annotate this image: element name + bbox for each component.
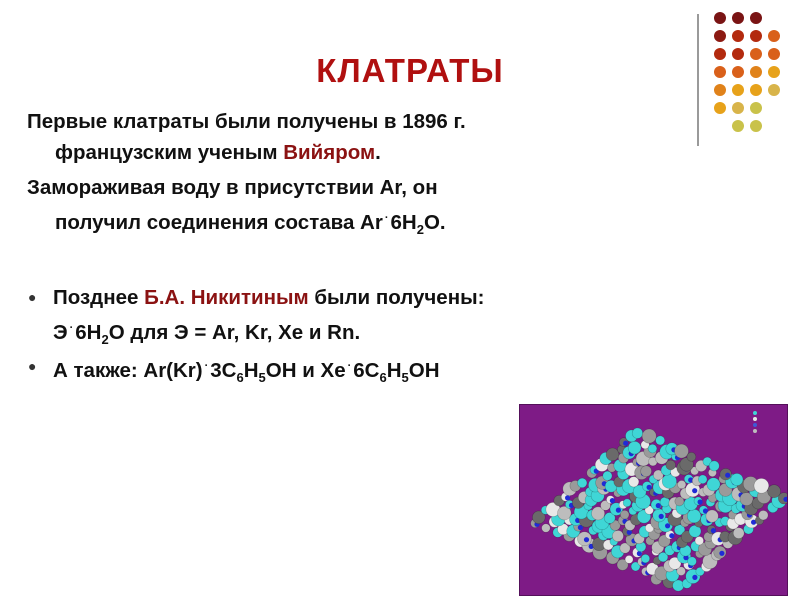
atom-sphere <box>698 475 707 484</box>
slide-title: КЛАТРАТЫ <box>316 52 504 89</box>
text-fragment: . <box>375 141 381 164</box>
paragraph-experiment-line2 <box>27 203 667 245</box>
atom-sphere <box>695 536 704 545</box>
scientist-name-villard: Вийяром <box>283 141 376 164</box>
subscript: 6 <box>236 369 244 385</box>
text-fragment: 3C <box>210 358 237 382</box>
middle-dot: · <box>204 360 209 372</box>
middle-dot: · <box>69 322 74 334</box>
atom-sphere <box>709 461 719 471</box>
atom-sphere <box>678 480 686 488</box>
atom-sphere <box>687 452 696 461</box>
guest-atom <box>610 498 615 503</box>
guest-atom <box>665 523 670 528</box>
atom-sphere <box>625 555 633 563</box>
atom-sphere <box>648 444 657 453</box>
guest-atom <box>647 485 652 490</box>
atom-sphere <box>675 444 689 458</box>
atom-sphere <box>577 478 587 488</box>
atom-sphere <box>612 530 623 541</box>
atom-sphere <box>542 524 551 533</box>
guest-atom <box>565 495 570 500</box>
atom-sphere <box>687 509 701 523</box>
bullet-phenol-text <box>28 351 668 393</box>
subscript: 5 <box>258 369 266 385</box>
atom-sphere <box>731 473 743 485</box>
middle-dot: · <box>347 360 352 372</box>
molecule-drawing <box>520 405 787 595</box>
paragraph-experiment <box>27 172 667 245</box>
text-fragment: OH и Xe <box>265 358 346 382</box>
text-fragment: OH <box>408 358 440 382</box>
text-fragment: получил соединения состава Ar <box>55 210 383 234</box>
guest-atom <box>669 533 674 538</box>
guest-atom <box>692 575 697 580</box>
paragraph-experiment-line1: Замораживая воду в присутствии Ar, он <box>27 176 438 199</box>
bullet-nikitin <box>28 282 668 355</box>
paragraph-history-line2 <box>27 137 667 168</box>
subscript: 5 <box>401 369 409 385</box>
legend-marker <box>753 411 757 415</box>
text-fragment: H <box>386 358 402 382</box>
paragraph-history-line1: Первые клатраты были получены в 1896 г. <box>27 110 466 133</box>
guest-atom <box>719 551 724 556</box>
text-fragment: 6C <box>353 358 380 382</box>
legend-marker <box>753 429 757 433</box>
clathrate-molecular-model-image <box>519 404 788 596</box>
atom-sphere <box>620 510 629 519</box>
atom-sphere <box>666 460 676 470</box>
atom-sphere <box>754 478 769 493</box>
bullet-phenol <box>28 351 668 393</box>
guest-atom <box>616 508 621 513</box>
atom-sphere <box>733 528 744 539</box>
subscript: 2 <box>101 331 109 347</box>
text-fragment: O. <box>423 210 446 234</box>
atom-sphere <box>632 428 643 439</box>
atom-sphere <box>673 580 684 591</box>
subscript: 2 <box>416 221 424 237</box>
bullet-marker: ● <box>28 289 37 305</box>
guest-atom <box>711 528 716 533</box>
text-fragment: Позднее <box>53 286 145 309</box>
legend-marker <box>753 417 757 421</box>
text-fragment: были получены: <box>308 286 485 309</box>
atom-sphere <box>628 441 641 454</box>
atom-sphere <box>623 499 631 507</box>
text-fragment: 6H <box>390 210 417 234</box>
atom-sphere <box>642 429 656 443</box>
legend-marker <box>753 423 757 427</box>
subscript: 6 <box>379 369 387 385</box>
text-fragment: французским ученым <box>55 141 284 164</box>
text-fragment: 6H <box>75 320 102 344</box>
scientist-name-nikitin: Б.А. Никитиным <box>144 286 309 309</box>
paragraph-history <box>27 106 667 168</box>
guest-atom <box>698 499 703 504</box>
atom-sphere <box>603 471 612 480</box>
atom-sphere <box>688 557 697 566</box>
atom-sphere <box>707 478 720 491</box>
text-fragment: А также: Ar(Kr) <box>53 358 203 382</box>
guest-atom <box>659 514 664 519</box>
guest-atom <box>725 473 730 478</box>
guest-atom <box>692 488 697 493</box>
guest-atom <box>584 537 589 542</box>
text-fragment: O для Э = Ar, Kr, Xe и Rn. <box>108 320 361 344</box>
bullet-marker: ● <box>28 358 37 374</box>
text-fragment: H <box>243 358 259 382</box>
atom-sphere <box>641 466 652 477</box>
text-fragment: Э <box>53 320 68 344</box>
middle-dot: · <box>384 212 389 224</box>
guest-atom <box>623 441 628 446</box>
atom-sphere <box>706 510 718 522</box>
atom-sphere <box>606 448 619 461</box>
atom-sphere <box>759 510 769 520</box>
bullet-nikitin-text <box>28 282 668 355</box>
atom-sphere <box>656 436 665 445</box>
atom-sphere <box>641 554 650 563</box>
